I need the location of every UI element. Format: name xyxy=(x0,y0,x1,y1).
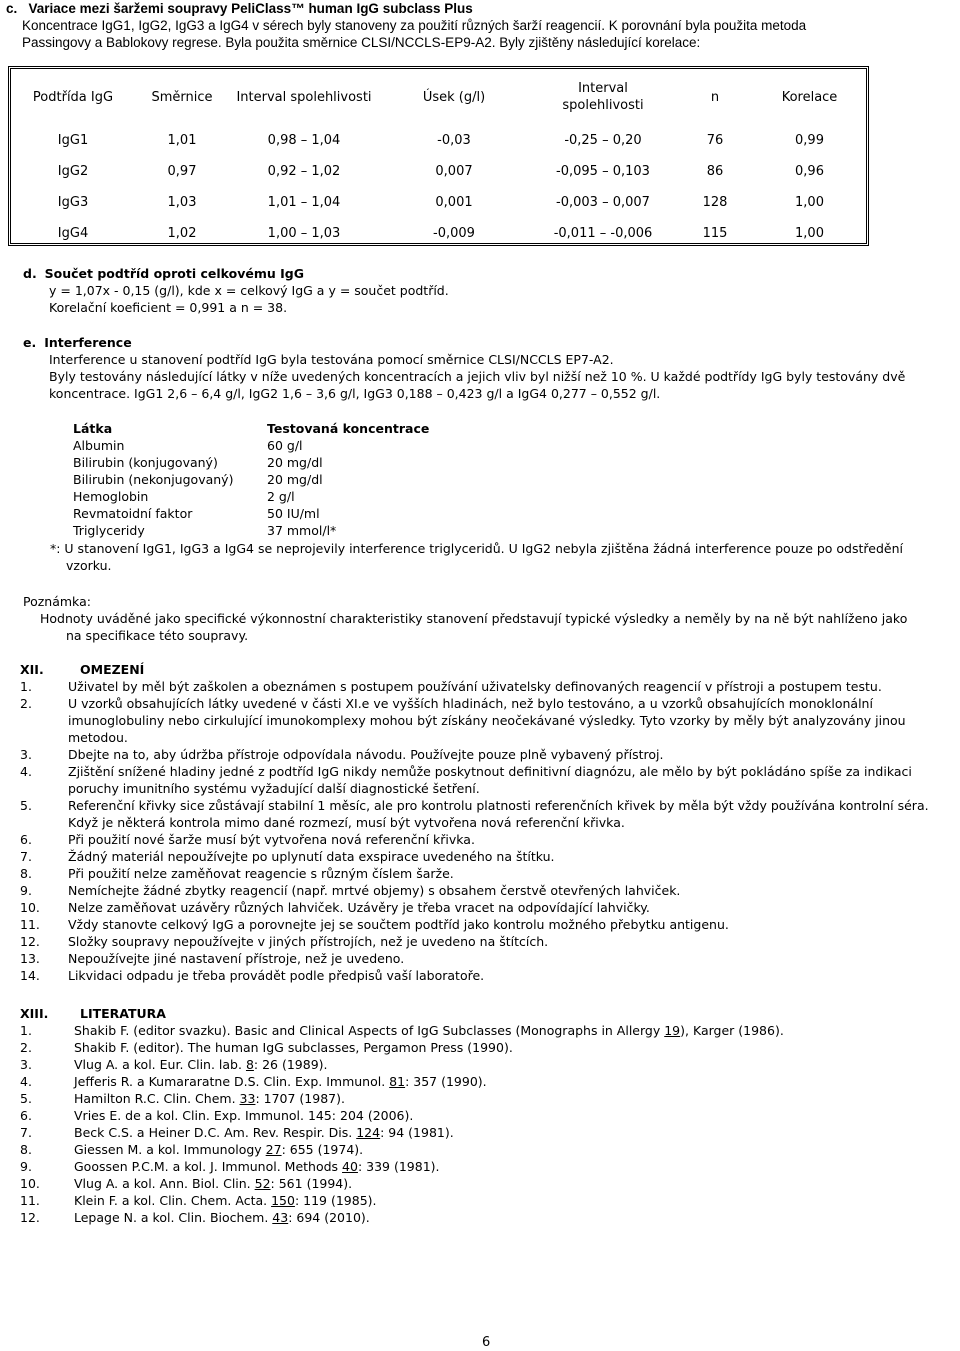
limitation-text-line: Při použití nové šarže musí být vytvořena nová referenční křivka. xyxy=(68,832,475,847)
table-header-cell-part: Interval xyxy=(578,81,628,96)
section-xiii-number: XIII. xyxy=(20,1006,49,1021)
reference-item xyxy=(20,1141,955,1158)
reference-item xyxy=(20,1073,955,1090)
reference-citation: Vlug A. a kol. Eur. Clin. lab. xyxy=(74,1057,246,1072)
limitation-text-line: Likvidaci odpadu je třeba provádět podle předpisů vaší laboratoře. xyxy=(68,968,485,983)
substance-name: Bilirubin (konjugovaný) xyxy=(73,455,218,470)
limitation-number: 7. xyxy=(20,849,32,864)
reference-volume: 27 xyxy=(265,1142,282,1157)
reference-number: 11. xyxy=(20,1193,40,1208)
limitation-number: 3. xyxy=(20,747,32,762)
substance-name: Triglyceridy xyxy=(73,523,145,538)
table-cell: 1,00 – 1,03 xyxy=(267,226,341,241)
reference-volume: 52 xyxy=(254,1176,271,1191)
reference-item xyxy=(20,1192,955,1209)
substance-name: Bilirubin (nekonjugovaný) xyxy=(73,472,234,487)
reference-pages: ), Karger (1986). xyxy=(680,1023,784,1038)
note xyxy=(23,593,907,644)
table-cell: 0,007 xyxy=(435,164,473,179)
substance-concentration: 60 g/l xyxy=(267,438,303,453)
table-cell: 1,00 xyxy=(795,226,824,241)
limitation-item xyxy=(20,899,955,916)
substance-concentration: 2 g/l xyxy=(267,489,295,504)
table-cell: -0,009 xyxy=(433,226,475,241)
limitation-item xyxy=(20,763,955,797)
reference-text xyxy=(74,1023,784,1038)
table-cell: 1,01 – 1,04 xyxy=(267,195,341,210)
table-cell: 0,99 xyxy=(795,133,824,148)
limitation-text-line: Složky soupravy nepoužívejte v jiných přístrojích, než je uvedeno na štítcích. xyxy=(68,934,549,949)
reference-item xyxy=(20,1022,955,1039)
limitation-text-line: Nemíchejte žádné zbytky reagencií (např. mrtvé objemy) s obsahem čerstvě otevřených lahviček. xyxy=(68,883,681,898)
section-d-text-line: Korelační koeficient = 0,991 a n = 38. xyxy=(49,300,288,315)
reference-item xyxy=(20,1090,955,1107)
section-limitations xyxy=(20,661,955,984)
section-xiii-heading xyxy=(20,1005,955,1022)
substances-row xyxy=(73,471,429,488)
table-cell: -0,25 – 0,20 xyxy=(564,133,642,148)
limitation-number: 5. xyxy=(20,798,32,813)
table-cell: 86 xyxy=(706,164,724,179)
table-cell: 0,98 – 1,04 xyxy=(267,133,341,148)
limitation-text-line: poruchy imunitního systému vyžadující další diagnostické šetření. xyxy=(68,781,480,796)
reference-text xyxy=(74,1210,370,1225)
reference-volume: 8 xyxy=(245,1057,254,1072)
reference-text xyxy=(74,1108,413,1123)
reference-number: 3. xyxy=(20,1057,32,1072)
section-c-text-line: Passingovy a Bablokovy regrese. Byla použita směrnice CLSI/NCCLS-EP9-A2. Byly zjištěny následující korelace: xyxy=(22,35,701,50)
correlation-table xyxy=(8,66,869,246)
substances-header-cell: Látka xyxy=(73,421,113,436)
reference-text xyxy=(74,1176,352,1191)
table-cell: 128 xyxy=(702,195,728,210)
reference-pages: : 1707 (1987). xyxy=(255,1091,345,1106)
section-e-heading xyxy=(23,334,953,351)
table-cell: -0,011 – -0,006 xyxy=(553,226,653,241)
note-text-line: na specifikace této soupravy. xyxy=(66,628,249,643)
substance-name: Revmatoidní faktor xyxy=(73,506,193,521)
reference-pages: : 339 (1981). xyxy=(357,1159,440,1174)
reference-pages: : 655 (1974). xyxy=(281,1142,364,1157)
reference-number: 8. xyxy=(20,1142,32,1157)
limitation-text-line: U vzorků obsahujících látky uvedené v části XI.e ve vyšších hladinách, než bylo testováno, a u vzorků obsahujících monoklonální xyxy=(68,696,873,711)
limitation-item xyxy=(20,916,955,933)
reference-number: 12. xyxy=(20,1210,40,1225)
table-cell: -0,003 – 0,007 xyxy=(556,195,650,210)
reference-volume: 81 xyxy=(389,1074,406,1089)
limitation-number: 8. xyxy=(20,866,32,881)
table-cell: -0,03 xyxy=(437,133,471,148)
reference-citation: Vries E. de a kol. Clin. Exp. Immunol. 145: 204 (2006). xyxy=(74,1108,414,1123)
table-cell: 76 xyxy=(706,133,724,148)
limitation-number: 11. xyxy=(20,917,40,932)
reference-item xyxy=(20,1175,955,1192)
limitation-item xyxy=(20,746,955,763)
table-row xyxy=(11,218,866,249)
reference-pages: : 561 (1994). xyxy=(270,1176,353,1191)
limitation-item xyxy=(20,678,955,695)
table-header-cell-part: spolehlivosti xyxy=(562,98,644,113)
limitation-number: 9. xyxy=(20,883,32,898)
reference-number: 7. xyxy=(20,1125,32,1140)
section-e-text-line: Interference u stanovení podtříd IgG byla testována pomocí směrnice CLSI/NCCLS EP7-A2. xyxy=(49,352,614,367)
table-header-cell xyxy=(529,69,677,125)
section-c xyxy=(6,0,951,51)
table-header-row xyxy=(11,69,866,125)
reference-volume: 150 xyxy=(271,1193,295,1208)
note-label: Poznámka: xyxy=(23,594,91,609)
section-c-text-line: Koncentrace IgG1, IgG2, IgG3 a IgG4 v sérech byly stanoveny za použití různých šarží reagencií. K porovnání byla použita metoda xyxy=(22,18,807,33)
table-cell: 1,01 xyxy=(167,133,197,148)
limitation-number: 10. xyxy=(20,900,40,915)
limitation-text-line: Nelze zaměňovat uzávěry různých lahviček. Uzávěry je třeba vracet na odpovídající lahvičky. xyxy=(68,900,650,915)
limitation-text-line: Uživatel by měl být zaškolen a obeznámen s postupem používání uživatelsky definovaných reagencií v přístroji a postupem testu. xyxy=(68,679,882,694)
reference-text xyxy=(74,1040,513,1055)
reference-number: 6. xyxy=(20,1108,32,1123)
reference-item xyxy=(20,1158,955,1175)
reference-citation: Giessen M. a kol. Immunology xyxy=(74,1142,266,1157)
reference-citation: Hamilton R.C. Clin. Chem. xyxy=(74,1091,240,1106)
substance-name: Albumin xyxy=(73,438,125,453)
section-d-title: Součet podtříd oproti celkovému IgG xyxy=(44,266,304,281)
limitation-item xyxy=(20,933,955,950)
limitations-list xyxy=(20,678,955,984)
limitation-text-line: Žádný materiál nepoužívejte po uplynutí data exspirace uvedeného na štítku. xyxy=(68,849,555,864)
table-row xyxy=(11,156,866,187)
reference-volume: 43 xyxy=(272,1210,289,1225)
substance-name: Hemoglobin xyxy=(73,489,149,504)
section-c-letter: c. xyxy=(6,1,18,16)
limitation-number: 1. xyxy=(20,679,32,694)
table-cell: 0,97 xyxy=(167,164,197,179)
reference-citation: Goossen P.C.M. a kol. J. Immunol. Methods xyxy=(74,1159,343,1174)
limitation-item xyxy=(20,848,955,865)
substances-row xyxy=(73,505,429,522)
section-d xyxy=(23,265,953,316)
reference-citation: Jefferis R. a Kumararatne D.S. Clin. Exp. Immunol. xyxy=(74,1074,390,1089)
footnote-line: *: U stanovení IgG1, IgG3 a IgG4 se neprojevily interference triglyceridů. U IgG2 nebyla zjištěna žádná interference pouze po odstředění xyxy=(50,541,903,556)
limitation-text-line: metodou. xyxy=(68,730,128,745)
limitation-item xyxy=(20,797,955,831)
reference-number: 4. xyxy=(20,1074,32,1089)
table-cell: IgG1 xyxy=(57,133,89,148)
table-header-cell: Podtřída IgG xyxy=(32,89,114,105)
substances-row xyxy=(73,488,429,505)
reference-item xyxy=(20,1124,955,1141)
section-d-text-line: y = 1,07x - 0,15 (g/l), kde x = celkový IgG a y = součet podtříd. xyxy=(49,283,449,298)
reference-text xyxy=(74,1074,487,1089)
section-literature xyxy=(20,1005,955,1226)
limitation-number: 6. xyxy=(20,832,32,847)
limitation-item xyxy=(20,831,955,848)
limitation-item xyxy=(20,695,955,746)
section-e-text-line: Byly testovány následující látky v níže uvedených koncentracích a jejich vliv byl nižší než 10 %. U každé podtřídy IgG byly testovány dvě xyxy=(49,369,906,384)
reference-number: 5. xyxy=(20,1091,32,1106)
reference-text xyxy=(74,1091,345,1106)
substances-row xyxy=(73,454,429,471)
reference-volume: 124 xyxy=(356,1125,381,1140)
reference-volume: 19 xyxy=(664,1023,681,1038)
reference-number: 2. xyxy=(20,1040,32,1055)
reference-volume: 40 xyxy=(342,1159,358,1174)
reference-text xyxy=(74,1057,328,1072)
reference-item xyxy=(20,1039,955,1056)
reference-text xyxy=(74,1159,440,1174)
section-d-heading xyxy=(23,265,953,282)
section-c-title: Variace mezi šaržemi soupravy PeliClass™ human IgG subclass Plus xyxy=(28,1,473,16)
substances-header-cell: Testovaná koncentrace xyxy=(267,421,430,436)
table-cell: 1,00 xyxy=(795,195,824,210)
substances-row xyxy=(73,522,429,539)
reference-number: 10. xyxy=(20,1176,40,1191)
section-e xyxy=(23,334,953,402)
substance-concentration: 20 mg/dl xyxy=(267,472,323,487)
limitation-text-line: Při použití nelze zaměňovat reagencie s různým číslem šarže. xyxy=(68,866,454,881)
limitation-item xyxy=(20,865,955,882)
table-cell: 115 xyxy=(702,226,728,241)
section-e-title: Interference xyxy=(44,335,132,350)
reference-item xyxy=(20,1056,955,1073)
substance-concentration: 50 IU/ml xyxy=(267,506,320,521)
limitation-number: 14. xyxy=(20,968,40,983)
literature-list xyxy=(20,1022,955,1226)
section-e-text-line: koncentrace. IgG1 2,6 – 6,4 g/l, IgG2 1,6 – 3,6 g/l, IgG3 0,188 – 0,423 g/l a IgG4 0,277 – 0,552 g/l. xyxy=(49,386,661,401)
table-cell: 1,03 xyxy=(167,195,197,210)
limitation-text-line: Zjištění snížené hladiny jedné z podtříd IgG nikdy nemůže poskytnout definitivní diagnózu, ale mělo by být pokládáno spíše za indikaci xyxy=(68,764,912,779)
reference-item xyxy=(20,1209,955,1226)
reference-pages: : 357 (1990). xyxy=(405,1074,487,1089)
table-row xyxy=(11,125,866,156)
table-header-cell: n xyxy=(710,89,720,105)
reference-text xyxy=(74,1193,377,1208)
reference-text xyxy=(74,1142,363,1157)
table-header-cell: Úsek (g/l) xyxy=(422,89,486,105)
reference-citation: Shakib F. (editor svazku). Basic and Clinical Aspects of IgG Subclasses (Monographs in Allergy xyxy=(74,1023,665,1038)
reference-citation: Klein F. a kol. Clin. Chem. Acta. xyxy=(74,1193,272,1208)
substance-concentration: 20 mg/dl xyxy=(267,455,323,470)
limitation-text-line: Vždy stanovte celkový IgG a porovnejte jej se součtem podtříd jako kontrolu možného přebytku antigenu. xyxy=(68,917,729,932)
limitation-number: 2. xyxy=(20,696,32,711)
table-cell: -0,095 – 0,103 xyxy=(556,164,650,179)
limitation-text-line: Nepoužívejte jiné nastavení přístroje, než je uvedeno. xyxy=(68,951,405,966)
section-c-heading xyxy=(6,0,951,17)
reference-text xyxy=(74,1125,454,1140)
reference-citation: Shakib F. (editor). The human IgG subclasses, Pergamon Press (1990). xyxy=(74,1040,513,1055)
reference-citation: Lepage N. a kol. Clin. Biochem. xyxy=(74,1210,273,1225)
table-cell: IgG2 xyxy=(57,164,89,179)
reference-pages: : 119 (1985). xyxy=(294,1193,377,1208)
note-text-line: Hodnoty uváděné jako specifické výkonnostní charakteristiky stanovení představují typické výsledky a neměly by na ně být nahlíženo jako xyxy=(40,611,908,626)
section-xii-number: XII. xyxy=(20,662,44,677)
table-header-cell: Směrnice xyxy=(151,89,213,105)
table-cell: 0,92 – 1,02 xyxy=(267,164,341,179)
reference-number: 9. xyxy=(20,1159,32,1174)
section-xiii-title: LITERATURA xyxy=(80,1006,166,1021)
section-xii-title: OMEZENÍ xyxy=(80,662,145,677)
section-e-letter: e. xyxy=(23,335,37,350)
substances-row xyxy=(73,437,429,454)
reference-item xyxy=(20,1107,955,1124)
reference-number: 1. xyxy=(20,1023,32,1038)
section-d-letter: d. xyxy=(23,266,37,281)
reference-pages: : 694 (2010). xyxy=(288,1210,370,1225)
table-row xyxy=(11,187,866,218)
section-xii-heading xyxy=(20,661,955,678)
substance-concentration: 37 mmol/l* xyxy=(267,523,337,538)
limitation-text-line: Referenční křivky sice zůstávají stabilní 1 měsíc, ale pro kontrolu platnosti referenčních křivek by měla být vždy používána kontrolní séra. xyxy=(68,798,929,813)
limitation-item xyxy=(20,950,955,967)
substances-footnote xyxy=(50,540,903,574)
reference-citation: Beck C.S. a Heiner D.C. Am. Rev. Respir. Dis. xyxy=(74,1125,357,1140)
table-cell: 1,02 xyxy=(167,226,197,241)
page-number: 6 xyxy=(482,1335,491,1350)
reference-volume: 33 xyxy=(239,1091,256,1106)
limitation-number: 12. xyxy=(20,934,40,949)
reference-pages: : 26 (1989). xyxy=(253,1057,328,1072)
table-cell: IgG3 xyxy=(57,195,89,210)
limitation-number: 13. xyxy=(20,951,40,966)
table-header-cell: Interval spolehlivosti xyxy=(236,89,372,105)
limitation-number: 4. xyxy=(20,764,32,779)
table-header-cell: Korelace xyxy=(781,89,838,105)
limitation-text-line: Když je některá kontrola mimo dané rozmezí, musí být vytvořena nová referenční křivka. xyxy=(68,815,625,830)
reference-pages: : 94 (1981). xyxy=(380,1125,454,1140)
table-cell: 0,96 xyxy=(795,164,824,179)
limitation-text-line: imunoglobuliny nebo cirkulující imunokomplexy mohou být získány neočekávané výsledky. Tyto vzorky by měly být analyzovány jinou xyxy=(68,713,906,728)
substances-table xyxy=(73,420,429,539)
table-cell: 0,001 xyxy=(435,195,473,210)
reference-citation: Vlug A. a kol. Ann. Biol. Clin. xyxy=(74,1176,255,1191)
table-cell: IgG4 xyxy=(57,226,89,241)
limitation-item xyxy=(20,882,955,899)
footnote-line: vzorku. xyxy=(66,558,112,573)
limitation-text-line: Dbejte na to, aby údržba přístroje odpovídala návodu. Používejte pouze plně vybavený přístroj. xyxy=(68,747,664,762)
substances-header-row xyxy=(73,420,429,437)
limitation-item xyxy=(20,967,955,984)
